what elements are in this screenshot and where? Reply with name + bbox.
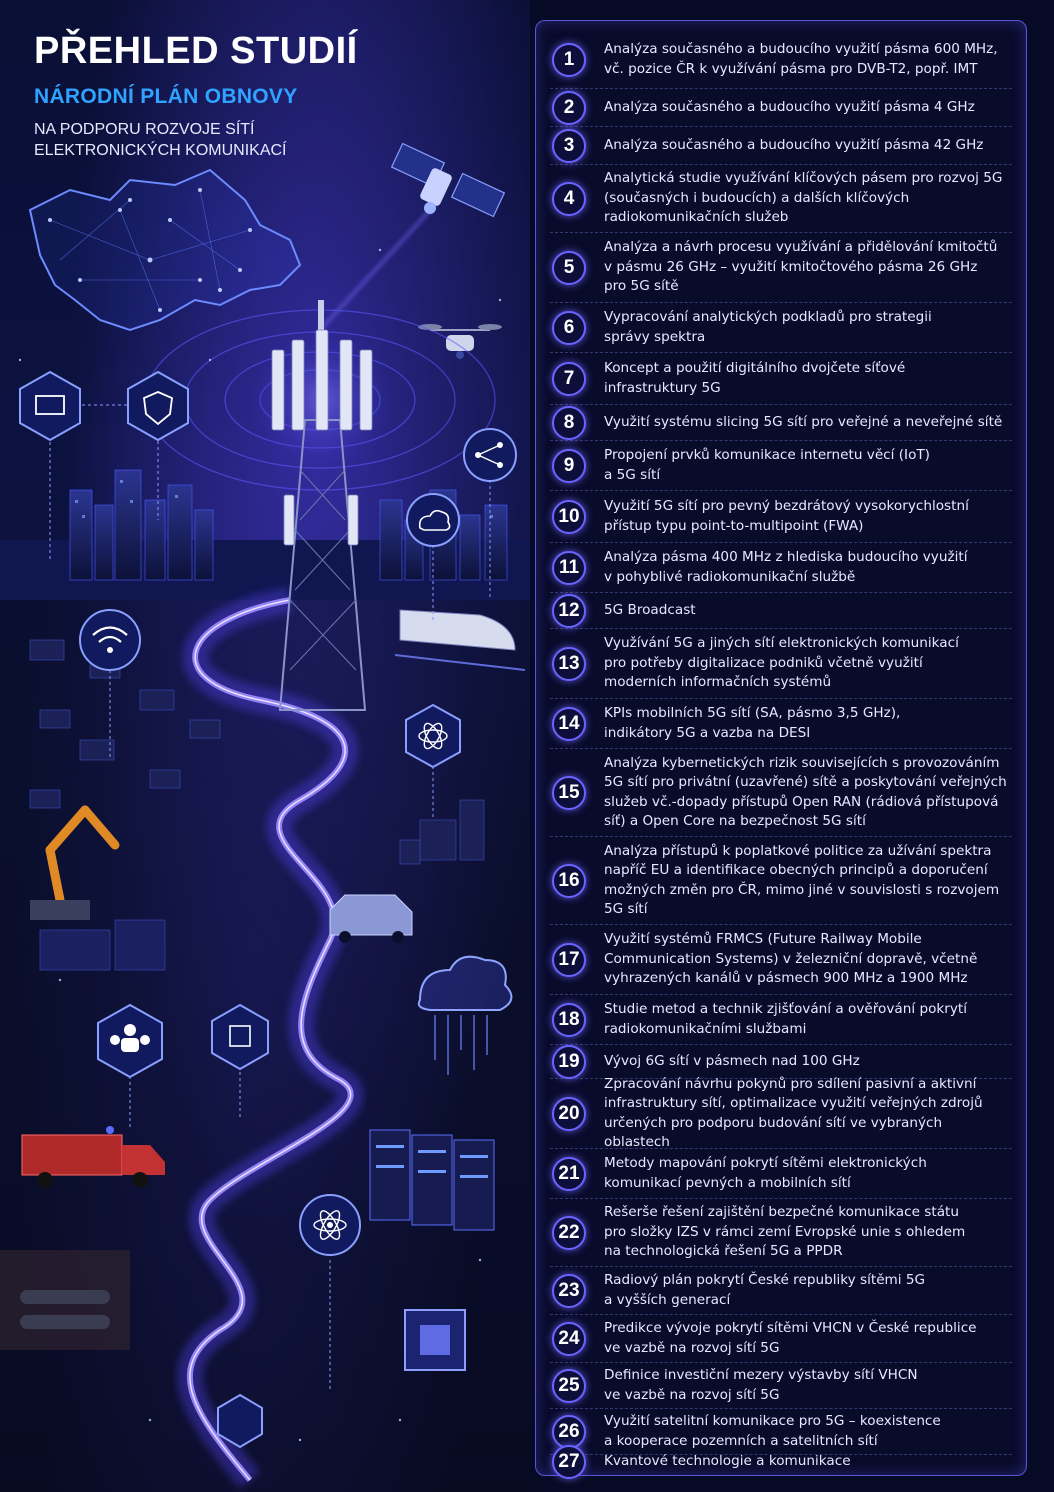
study-title: Kvantové technologie a komunikace	[604, 1453, 851, 1470]
page-title: PŘEHLED STUDIÍ	[34, 30, 358, 72]
study-number: 9	[552, 449, 586, 483]
study-item	[550, 1199, 1012, 1267]
study-number: 17	[552, 943, 586, 977]
study-item	[550, 233, 1012, 303]
study-item	[550, 995, 1012, 1045]
study-item	[550, 1075, 1012, 1150]
study-number: 19	[552, 1045, 586, 1079]
study-number: 6	[552, 311, 586, 345]
atom-circle-icon	[300, 1195, 360, 1255]
study-number: 12	[552, 594, 586, 628]
study-title: Propojení prvků komunikace internetu věcí (IoT) a 5G sítí	[604, 447, 930, 483]
study-title: Analýza současného a budoucího využití pásma 4 GHz	[604, 98, 975, 115]
study-item	[550, 543, 1012, 593]
drone-icon	[418, 324, 502, 359]
study-number: 11	[552, 551, 586, 585]
study-item	[550, 837, 1012, 925]
study-item	[550, 165, 1012, 233]
study-item	[550, 127, 1012, 165]
study-item	[550, 1363, 1012, 1409]
study-number: 7	[552, 362, 586, 396]
study-number: 26	[552, 1415, 586, 1449]
study-number: 3	[552, 129, 586, 163]
study-title: Koncept a použití digitálního dvojčete síťové infrastruktury 5G	[604, 360, 906, 396]
study-title: Analýza přístupů k poplatkové politice za užívání spektra napříč EU a identifikace obecných principů a doporučení možných změn pro ČR, mimo jiné v souvislosti s rozvojem 5G sítí	[604, 842, 1000, 917]
study-number: 27	[552, 1445, 586, 1479]
study-title: Analýza současného a budoucího využití pásma 600 MHz, vč. pozice ČR k využívání pásma pro DVB-T2, popř. IMT	[604, 41, 998, 77]
cables-icon	[0, 1250, 130, 1350]
study-number: 4	[552, 182, 586, 216]
study-item	[550, 89, 1012, 127]
cloud-icon	[407, 494, 459, 546]
study-number: 20	[552, 1097, 586, 1131]
shield-icon	[128, 372, 188, 440]
study-item	[550, 749, 1012, 837]
study-item	[550, 699, 1012, 749]
study-title: Rešerše řešení zajištění bezpečné komunikace státu pro složky IZS v rámci zemí Evropské unie s ohledem na technologická řešení 5G a PPDR	[604, 1204, 966, 1260]
study-item	[550, 405, 1012, 441]
study-title: Zpracování návrhu pokynů pro sdílení pasivní a aktivní infrastruktury sítí, optimalizace využití veřejných zdrojů určených pro podporu budování sítí ve vybraných oblastech	[604, 1075, 983, 1150]
satellite-icon	[320, 143, 504, 330]
study-item	[550, 629, 1012, 699]
study-number: 21	[552, 1157, 586, 1191]
studies-panel	[535, 20, 1027, 1476]
page-subtitle: NÁRODNÍ PLÁN OBNOVY	[34, 85, 298, 108]
study-number: 16	[552, 864, 586, 898]
study-number: 15	[552, 776, 586, 810]
study-title: Radiový plán pokrytí České republiky sítěmi 5G a vyšších generací	[604, 1272, 926, 1308]
study-item	[550, 491, 1012, 543]
study-title: Využití 5G sítí pro pevný bezdrátový vysokorychlostní přístup typu point-to-multipoint (FWA)	[604, 498, 969, 534]
study-number: 25	[552, 1369, 586, 1403]
study-title: Definice investiční mezery výstavby sítí VHCN ve vazbě na rozvoj sítí 5G	[604, 1367, 918, 1403]
study-title: Vývoj 6G sítí v pásmech nad 100 GHz	[604, 1052, 860, 1069]
study-item	[550, 441, 1012, 491]
study-number: 10	[552, 500, 586, 534]
study-item	[550, 925, 1012, 995]
study-number: 18	[552, 1003, 586, 1037]
study-title: Analýza současného a budoucího využití pásma 42 GHz	[604, 136, 984, 153]
study-item	[550, 1315, 1012, 1363]
study-item	[550, 353, 1012, 405]
study-title: Analytická studie využívání klíčových pásem pro rozvoj 5G (současných i budoucích) a dalších klíčových radiokomunikačních služeb	[604, 170, 1003, 226]
study-number: 5	[552, 251, 586, 285]
chip-icon	[405, 1310, 465, 1370]
study-item	[550, 1267, 1012, 1315]
study-title: Analýza pásma 400 MHz z hlediska budoucího využití v pohyblivé radiokomunikační službě	[604, 549, 968, 585]
study-item	[550, 1149, 1012, 1199]
study-number: 14	[552, 707, 586, 741]
study-item	[550, 593, 1012, 629]
study-title: Predikce vývoje pokrytí sítěmi VHCN v České republice ve vazbě na rozvoj sítí 5G	[604, 1320, 977, 1356]
study-title: Analýza a návrh procesu využívání a přidělování kmitočtů v pásmu 26 GHz – využití kmitočtového pásma 26 GHz pro 5G sítě	[604, 239, 998, 295]
study-title: Vypracování analytických podkladů pro strategii správy spektra	[604, 309, 932, 345]
study-number: 8	[552, 406, 586, 440]
study-title: Metody mapování pokrytí sítěmi elektronických komunikací pevných a mobilních sítí	[604, 1155, 927, 1191]
study-item	[550, 1447, 1012, 1477]
study-number: 1	[552, 43, 586, 77]
study-number: 24	[552, 1322, 586, 1356]
page-tagline: NA PODPORU ROZVOJE SÍTÍ ELEKTRONICKÝCH KOMUNIKACÍ	[34, 121, 287, 159]
study-number: 22	[552, 1216, 586, 1250]
study-item	[550, 303, 1012, 353]
study-title: KPIs mobilních 5G sítí (SA, pásmo 3,5 GHz), indikátory 5G a vazba na DESI	[604, 705, 901, 741]
wifi-icon	[80, 610, 140, 670]
network-icon	[464, 429, 516, 481]
factory-base	[30, 900, 90, 920]
study-title: 5G Broadcast	[604, 601, 696, 618]
study-item	[550, 31, 1012, 89]
tv-icon	[20, 372, 80, 440]
study-title: Využití satelitní komunikace pro 5G – koexistence a kooperace pozemních a satelitních sítí	[604, 1413, 941, 1449]
czech-map	[30, 170, 300, 330]
study-number: 2	[552, 91, 586, 125]
study-number: 23	[552, 1274, 586, 1308]
study-title: Využití systému slicing 5G sítí pro veřejné a neveřejné sítě	[604, 413, 1003, 430]
study-title: Analýza kybernetických rizik souvisejících s provozováním 5G sítí pro privátní (uzavřené) sítě a poskytování veřejných služeb vč.-dopady přístupů Open RAN (rádiová přístupová síť) a Open Core na bezpečnost 5G sítí	[604, 754, 1007, 829]
heading	[34, 30, 358, 161]
study-number: 13	[552, 647, 586, 681]
study-title: Využití systémů FRMCS (Future Railway Mobile Communication Systems) v železniční dopravě, včetně vyhrazených kanálů v pásmech 900 MHz a 1900 MHz	[604, 931, 978, 987]
study-title: Využívání 5G a jiných sítí elektronických komunikací pro potřeby digitalizace podniků včetně využití moderních informačních systémů	[604, 635, 959, 691]
study-title: Studie metod a technik zjišťování a ověřování pokrytí radiokomunikačními službami	[604, 1001, 968, 1037]
